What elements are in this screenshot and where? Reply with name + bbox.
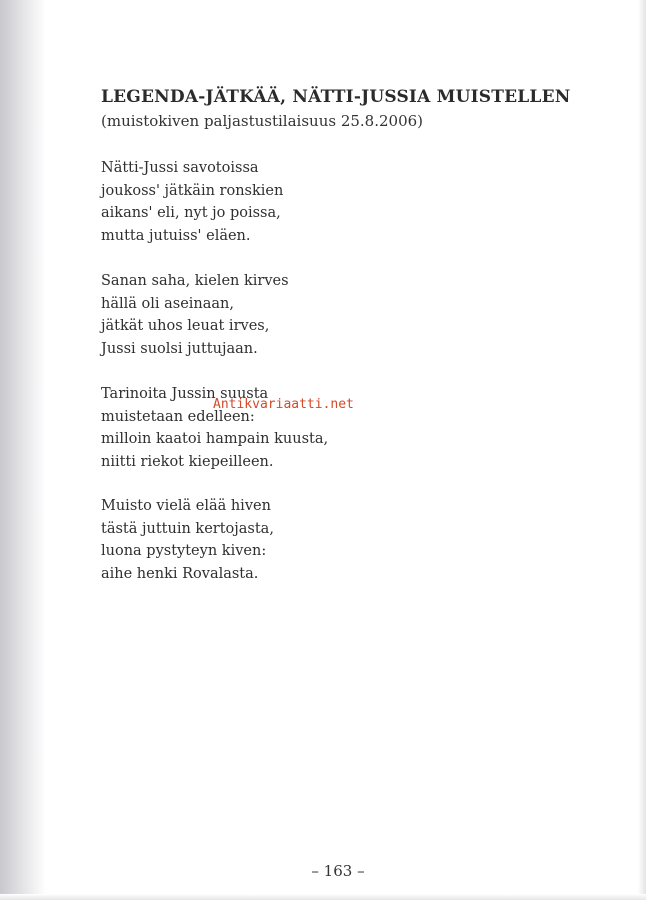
poem-line: Tarinoita Jussin suusta xyxy=(101,386,269,402)
poem-line: tästä juttuin kertojasta, xyxy=(101,520,274,537)
poem-line: Jussi suolsi juttujaan. xyxy=(101,340,258,357)
poem-title: LEGENDA-JÄTKÄÄ, NÄTTI-JUSSIA MUISTELLEN xyxy=(101,87,571,107)
poem-line: milloin kaatoi hampain kuusta, xyxy=(101,431,329,447)
poem-line: Muisto vielä elää hiven xyxy=(101,498,271,514)
stanza-2 xyxy=(101,270,289,360)
gutter-shadow xyxy=(0,0,46,900)
stanza-4 xyxy=(101,495,274,585)
page-number-row xyxy=(0,862,646,880)
poem-line: Nätti-Jussi savotoissa xyxy=(101,160,259,176)
poem-line: hällä oli aseinaan, xyxy=(101,295,235,312)
page-edge-bottom xyxy=(0,894,646,900)
page-edge-right xyxy=(638,0,646,900)
watermark-text: Antikvariaatti.net xyxy=(213,397,354,412)
poem-line: niitti riekot kiepeilleen. xyxy=(101,453,274,470)
poem-subtitle: (muistokiven paljastustilaisuus 25.8.2006) xyxy=(101,112,424,130)
poem-line: muistetaan edelleen: xyxy=(101,408,255,425)
poem-line: luona pystyteyn kiven: xyxy=(101,543,267,559)
poem-line: joukoss' jätkäin ronskien xyxy=(101,182,284,199)
stanza-1 xyxy=(101,157,283,247)
page-number: – 163 – xyxy=(311,862,365,880)
poem-line: aihe henki Rovalasta. xyxy=(101,565,259,582)
poem-line: aikans' eli, nyt jo poissa, xyxy=(101,205,281,221)
poem-line: Sanan saha, kielen kirves xyxy=(101,273,289,289)
poem-line: jätkät uhos leuat irves, xyxy=(101,318,270,334)
poem-line: mutta jutuiss' eläen. xyxy=(101,227,251,244)
